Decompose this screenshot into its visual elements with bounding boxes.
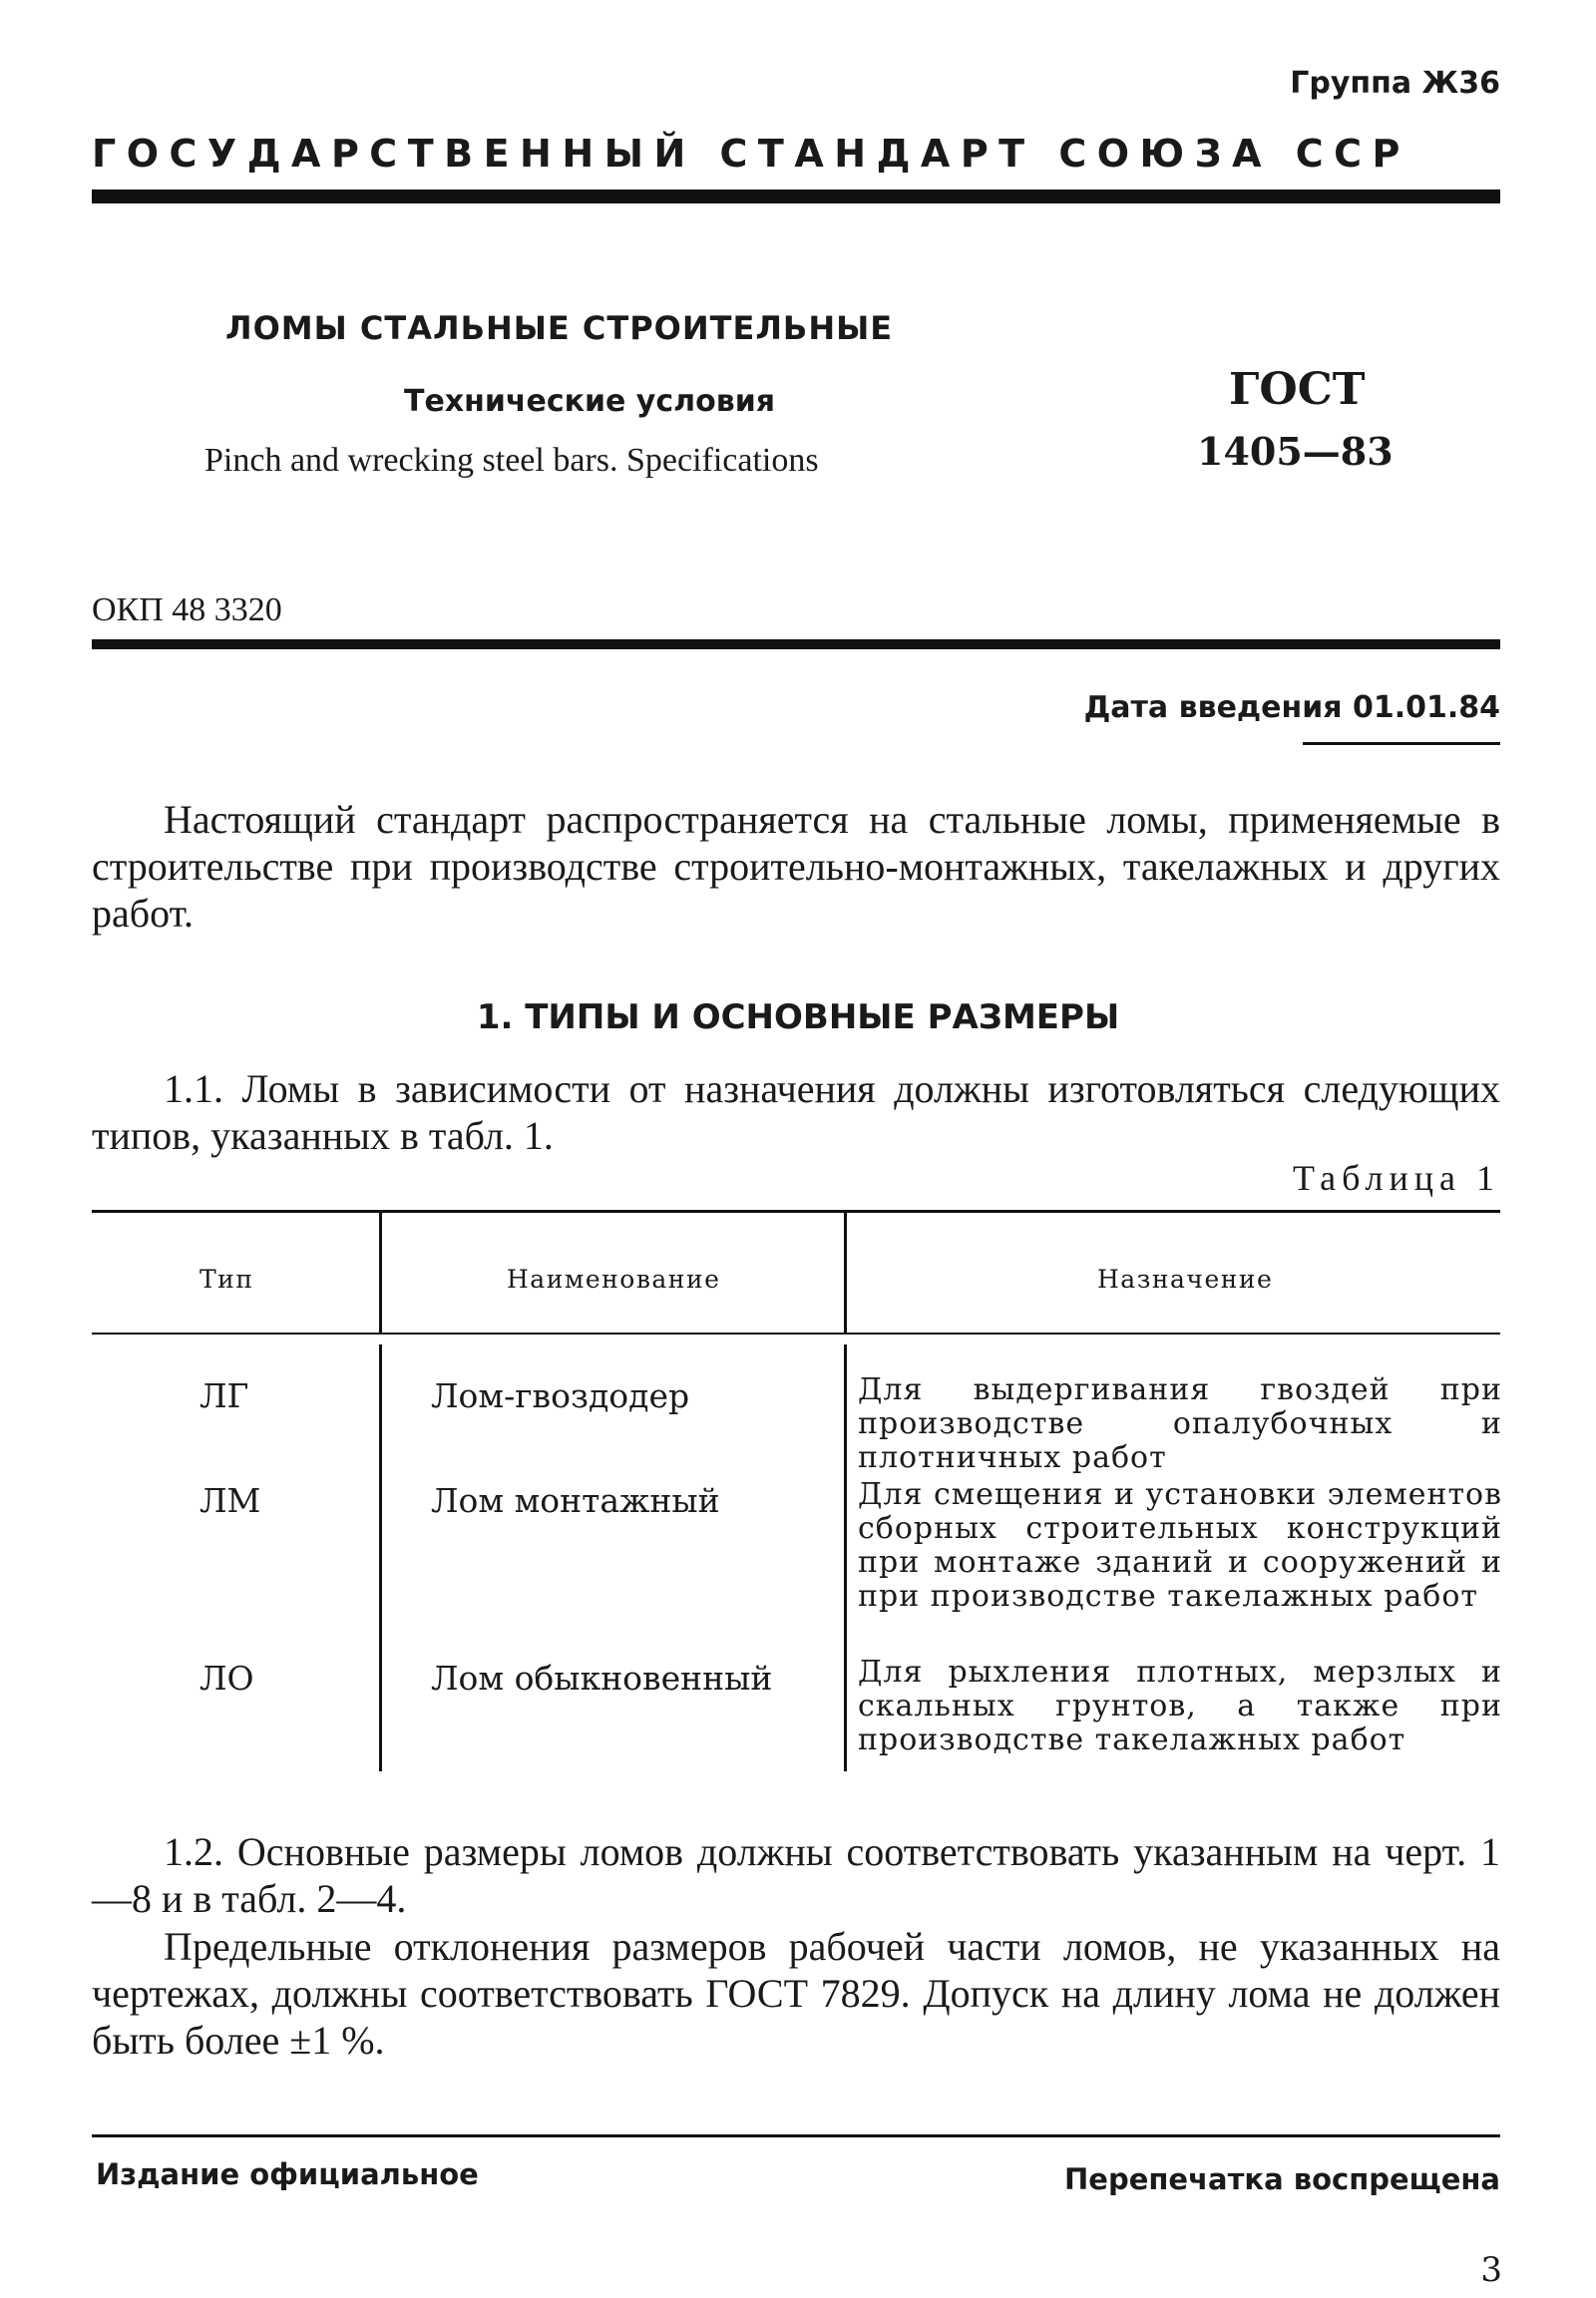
intro-paragraph: Настоящий стандарт распространяется на стальные ломы, применяемые в строительстве при производстве строительно-монтажных, такелажных и других работ.	[92, 797, 1500, 936]
table-header-name: Наименование	[507, 1265, 721, 1294]
table-vline-2b	[844, 1344, 847, 1771]
table-row-1-purpose: Для выдергивания гвоздей при производстве опалубочных и плотничных работ	[858, 1372, 1502, 1475]
table-row-2-type: ЛМ	[200, 1481, 261, 1520]
header-rule	[92, 190, 1500, 203]
table-row-2-name: Лом монтажный	[431, 1481, 720, 1520]
okp-code: ОКП 48 3320	[92, 591, 282, 628]
date-underline	[1303, 742, 1500, 745]
standard-union-heading: ГОСУДАРСТВЕННЫЙ СТАНДАРТ СОЮЗА ССР	[92, 132, 1410, 176]
table-row-3-name: Лом обыкновенный	[431, 1659, 773, 1698]
footer-rule	[92, 2134, 1500, 2137]
table-vline-1a	[379, 1213, 382, 1333]
table-row-1-type: ЛГ	[200, 1376, 249, 1415]
document-title: ЛОМЫ СТАЛЬНЫЕ СТРОИТЕЛЬНЫЕ	[225, 309, 894, 347]
table-row-3-purpose: Для рыхления плотных, мерзлых и скальных грунтов, а также при производстве такелажных работ	[858, 1655, 1502, 1757]
table-row-2-purpose: Для смещения и установки элементов сборных строительных конструкций при монтаже зданий и сооружений и при производстве такелажных работ	[858, 1477, 1502, 1614]
table-header-type: Тип	[200, 1265, 254, 1294]
english-title: Pinch and wrecking steel bars. Specifications	[204, 442, 819, 479]
official-edition-note: Издание официальное	[96, 2157, 479, 2191]
gost-number: 1405—83	[1197, 429, 1394, 474]
page-number: 3	[1480, 2250, 1502, 2290]
table-header-rule	[92, 1333, 1500, 1335]
paragraph-1-1: 1.1. Ломы в зависимости от назначения должны изготовляться следующих типов, указанных в табл. 1.	[92, 1066, 1500, 1158]
group-code: Группа Ж36	[1290, 66, 1500, 101]
gost-label: ГОСТ	[1229, 364, 1366, 415]
section-heading: 1. ТИПЫ И ОСНОВНЫЕ РАЗМЕРЫ	[476, 997, 1120, 1037]
table-top-rule	[92, 1210, 1500, 1213]
okp-rule	[92, 639, 1500, 649]
document-subtitle: Технические условия	[404, 384, 775, 419]
table-vline-1b	[379, 1344, 382, 1771]
reprint-prohibited-note: Перепечатка воспрещена	[1064, 2162, 1500, 2196]
table-row-1-name: Лом-гвоздодер	[431, 1376, 690, 1415]
table-vline-2a	[844, 1213, 847, 1333]
tolerances-paragraph: Предельные отклонения размеров рабочей части ломов, не указанных на чертежах, должны соответствовать ГОСТ 7829. Допуск на длину лома не должен быть более ±1 %.	[92, 1924, 1500, 2063]
table-row-3-type: ЛО	[200, 1659, 254, 1698]
paragraph-1-2: 1.2. Основные размеры ломов должны соответствовать указанным на черт. 1—8 и в табл. 2—4.	[92, 1829, 1500, 1921]
table-caption: Таблица 1	[1293, 1158, 1500, 1198]
table-header-purpose: Назначение	[1097, 1265, 1274, 1294]
intro-date: Дата введения 01.01.84	[1083, 690, 1500, 725]
